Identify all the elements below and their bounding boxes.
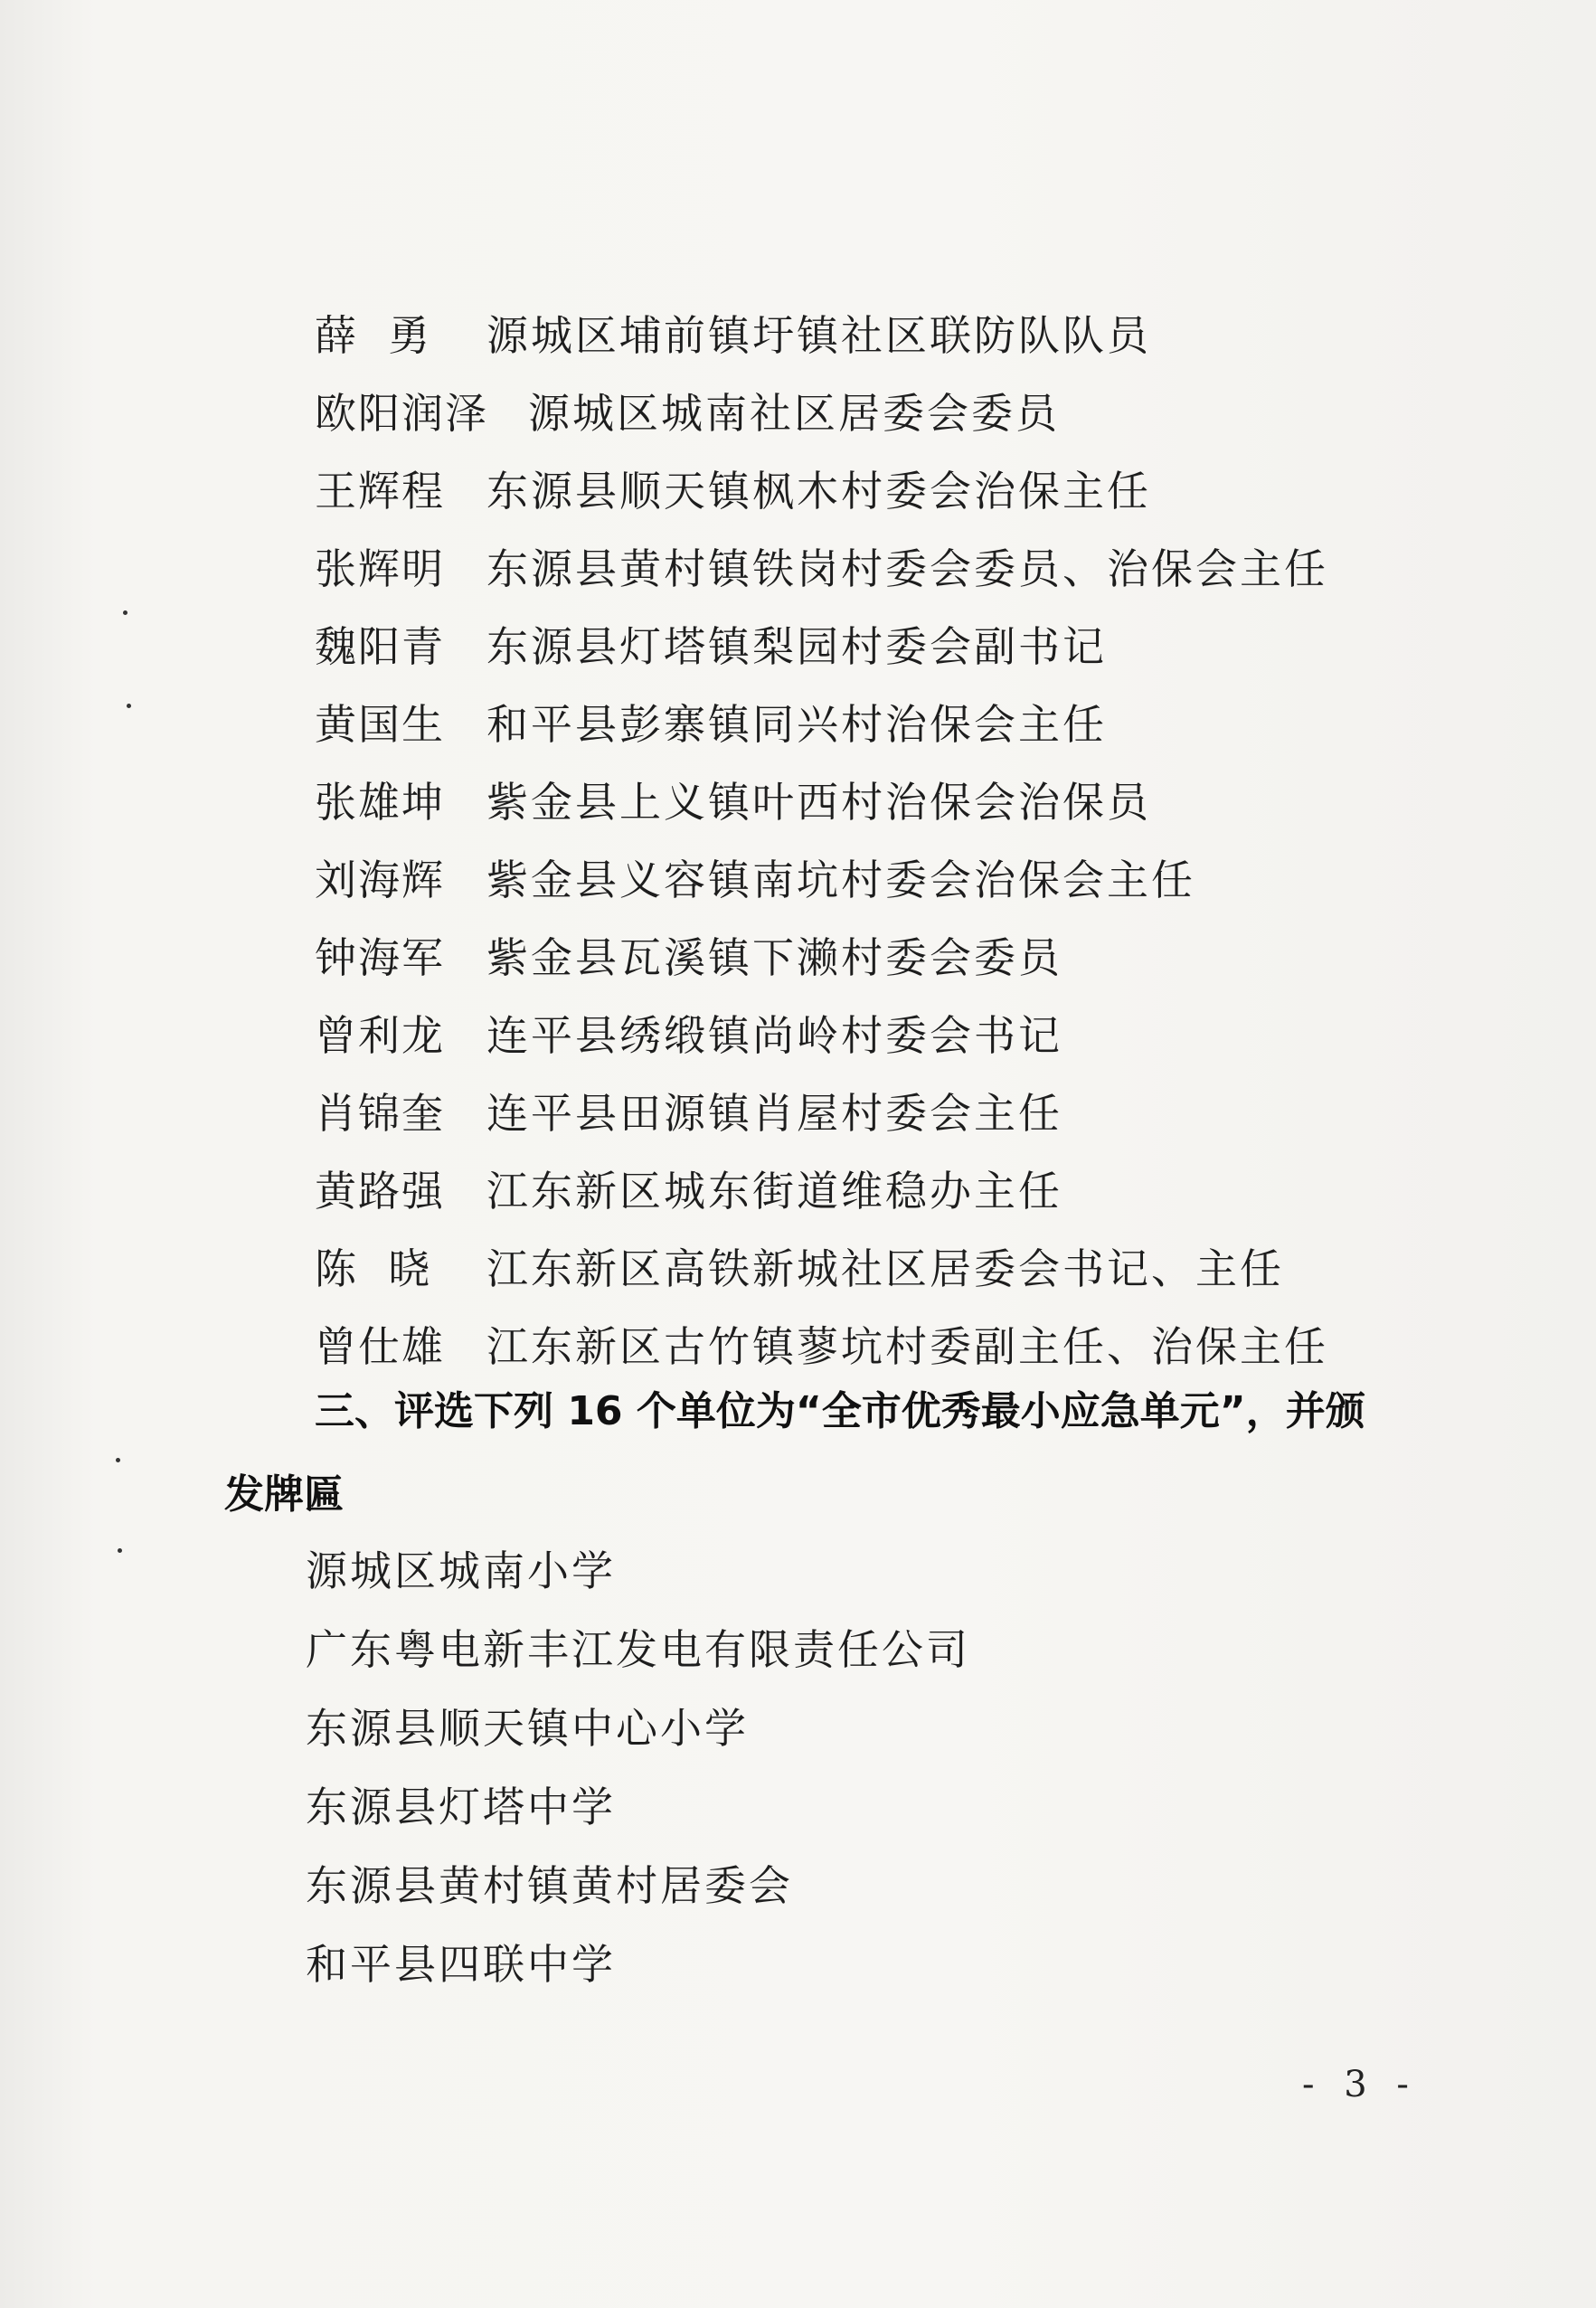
honoree-name: 欧阳润泽 [315,389,488,438]
honoree-role: 江东新区高铁新城社区居委会书记、主任 [486,1244,1284,1293]
honoree-row [315,372,1328,449]
section-heading [224,1370,1400,1537]
honoree-name: 黄路强 [315,1167,445,1215]
scan-speck [123,610,127,615]
honoree-row [315,838,1328,916]
honoree-name: 王辉程 [315,467,445,516]
page-number: - 3 - [1302,2064,1418,2105]
honoree-role: 紫金县义容镇南坑村委会治保会主任 [486,856,1195,904]
unit-item: 源城区城南小学 [306,1546,616,1595]
honoree-name: 魏阳青 [315,622,445,671]
honoree-list [315,294,1328,1383]
unit-item: 东源县黄村镇黄村居委会 [306,1860,793,1910]
honoree-name: 钟海军 [315,933,445,982]
unit-item: 和平县四联中学 [306,1939,616,1989]
section-heading-text: 三、评选下列 16 个单位为“全市优秀最小应急单元”，并颁发牌匾 [224,1388,1365,1518]
honoree-row [315,1227,1328,1305]
scan-speck [118,1548,122,1553]
honoree-role: 东源县灯塔镇梨园村委会副书记 [486,622,1107,671]
honoree-name: 黄国生 [315,700,445,749]
honoree-name: 曾仕雄 [315,1322,445,1371]
honoree-row [315,449,1328,527]
honoree-role: 源城区埔前镇圩镇社区联防队队员 [486,311,1151,360]
honoree-row [315,761,1328,838]
honoree-role: 江东新区城东街道维稳办主任 [486,1167,1062,1215]
honoree-row [315,605,1328,683]
honoree-name: 陈 晓 [315,1244,432,1293]
honoree-name: 薛 勇 [315,311,432,360]
honoree-name: 肖锦奎 [315,1089,445,1138]
honoree-role: 连平县田源镇肖屋村委会主任 [486,1089,1062,1138]
unit-item: 广东粤电新丰江发电有限责任公司 [306,1624,970,1674]
honoree-role: 东源县黄村镇铁岗村委会委员、治保会主任 [486,544,1328,593]
honoree-row [315,294,1328,372]
honoree-role: 江东新区古竹镇蓼坑村委副主任、治保主任 [486,1322,1328,1371]
honoree-name: 曾利龙 [315,1011,445,1060]
honoree-name: 张辉明 [315,544,445,593]
honoree-role: 紫金县上义镇叶西村治保会治保员 [486,778,1151,827]
honoree-row [315,683,1328,761]
honoree-name: 刘海辉 [315,856,445,904]
honoree-row [315,1072,1328,1149]
honoree-role: 连平县绣缎镇尚岭村委会书记 [486,1011,1062,1060]
honoree-role: 东源县顺天镇枫木村委会治保主任 [486,467,1151,516]
honoree-row [315,994,1328,1072]
honoree-row [315,916,1328,994]
honoree-row [315,527,1328,605]
unit-list [306,1528,970,2001]
scan-speck [127,704,131,708]
unit-item: 东源县灯塔中学 [306,1782,616,1831]
honoree-role: 紫金县瓦溪镇下濑村委会委员 [486,933,1062,982]
honoree-role: 和平县彭寨镇同兴村治保会主任 [486,700,1107,749]
honoree-name: 张雄坤 [315,778,445,827]
unit-item: 东源县顺天镇中心小学 [306,1703,749,1753]
honoree-role: 源城区城南社区居委会委员 [528,389,1060,438]
scan-speck [116,1458,120,1462]
honoree-row [315,1149,1328,1227]
